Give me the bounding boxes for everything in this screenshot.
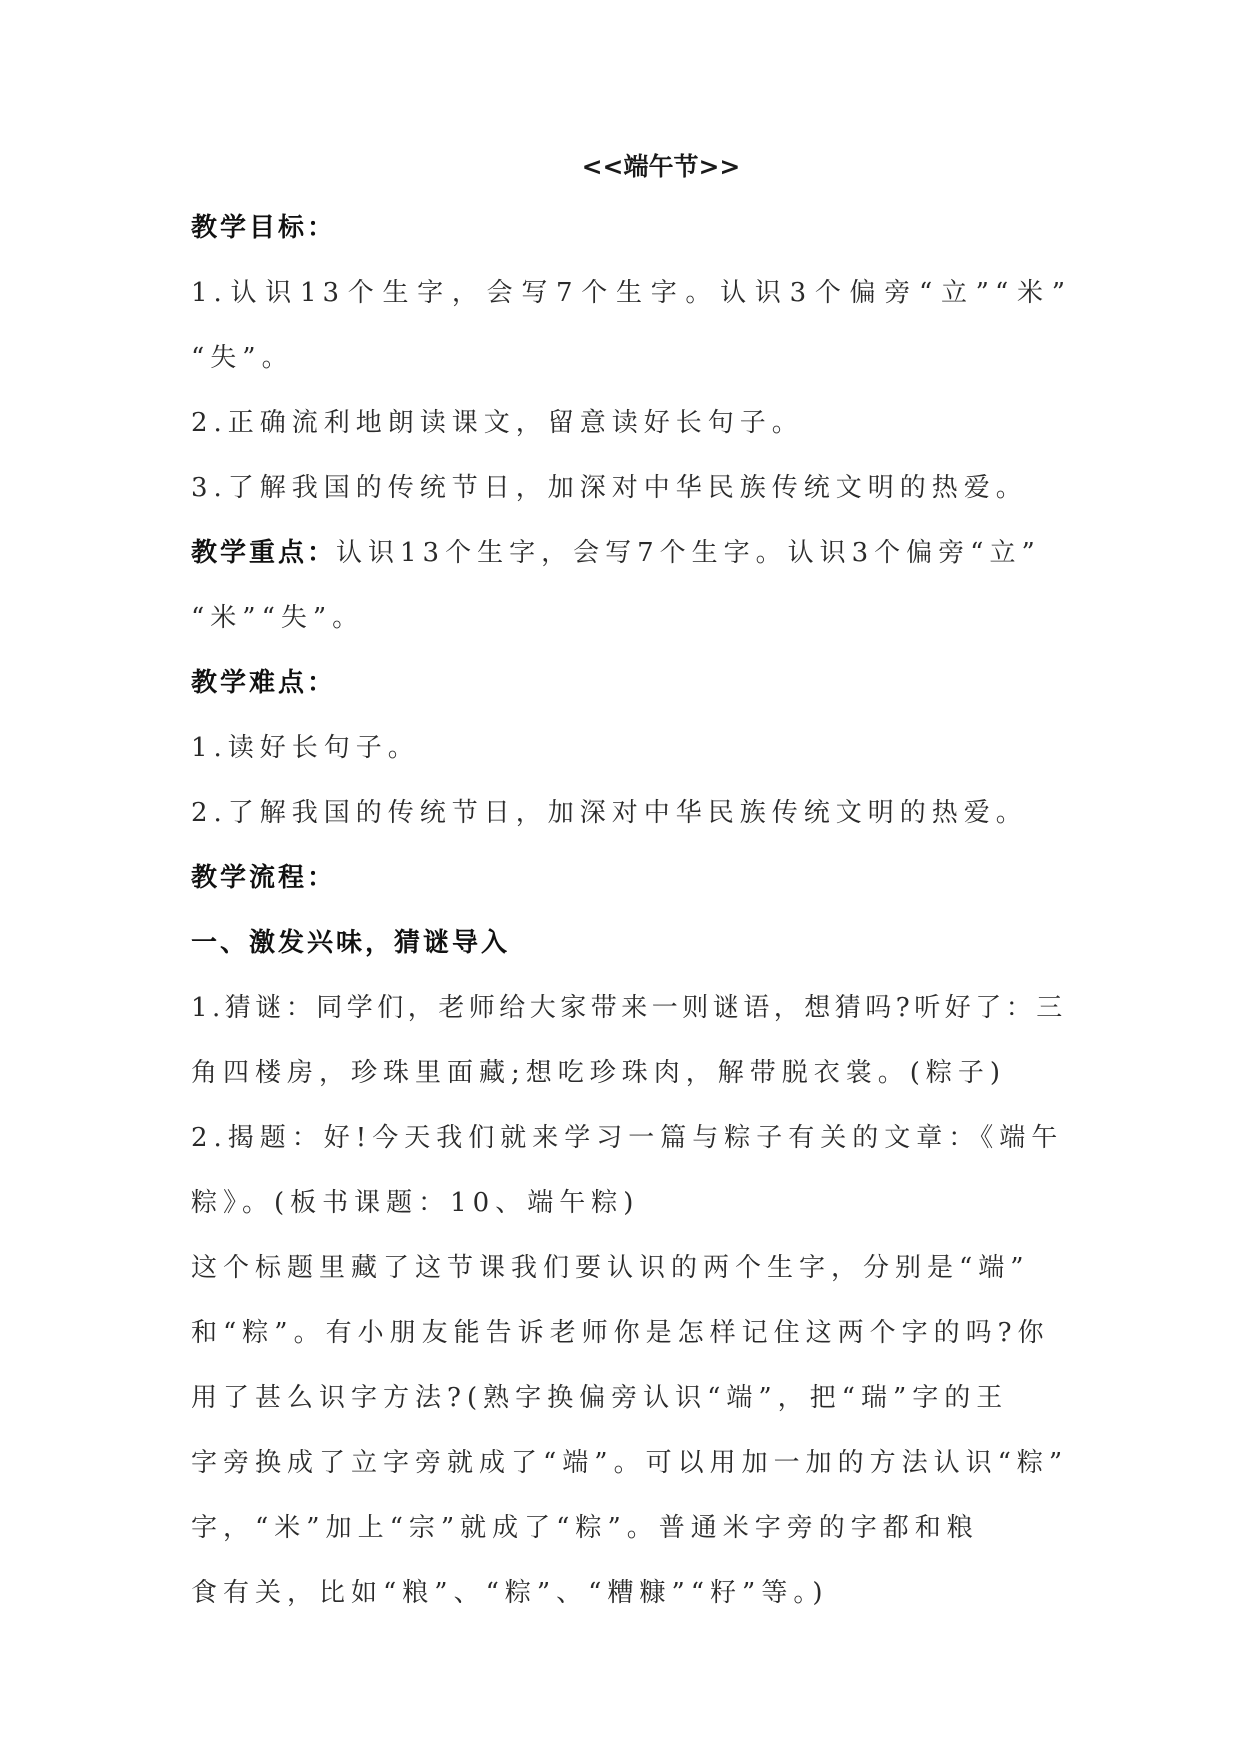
section1-line-3: 2.揭题：好!今天我们就来学习一篇与粽子有关的文章：《端午 [191, 1123, 1064, 1153]
section1-line-8: 字旁换成了立字旁就成了“端”。可以用加一加的方法认识“粽” [191, 1448, 1069, 1478]
key-points-line-2: “米”“失”。 [191, 603, 365, 633]
document-page [191, 138, 1071, 1626]
document-title: <<端午节>> [581, 152, 741, 181]
section1-line-1: 1.猜谜：同学们，老师给大家带来一则谜语，想猜吗?听好了：三 [191, 993, 1067, 1023]
section1-heading: 一、激发兴味，猜谜导入 [191, 928, 511, 958]
objectives-heading: 教学目标： [191, 213, 337, 243]
objective-text-1: 1.认识13个生字，会写7个生字。认识3个偏旁“立”“米” [191, 278, 1071, 308]
objective-line-1 [191, 261, 1071, 326]
section1-line-5: 这个标题里藏了这节课我们要认识的两个生字，分别是“端” [191, 1253, 1030, 1283]
difficulties-heading: 教学难点： [191, 668, 337, 698]
objective-line-2: “失”。 [191, 343, 294, 373]
key-points-label: 教学重点： [191, 538, 337, 568]
objective-line-3: 2.正确流利地朗读课文，留意读好长句子。 [191, 408, 804, 438]
objective-line-4: 3.了解我国的传统节日，加深对中华民族传统文明的热爱。 [191, 473, 1028, 503]
key-points-line [191, 521, 1071, 586]
section1-line-4: 粽》。(板书课题：10、端午粽) [191, 1188, 640, 1218]
section1-line-10: 食有关，比如“粮”、“粽”、“糟糠”“籽”等。) [191, 1578, 829, 1608]
key-points-text: 认识13个生字，会写7个生字。认识3个偏旁“立” [336, 538, 1041, 568]
section1-line-9: 字，“米”加上“宗”就成了“粽”。普通米字旁的字都和粮 [191, 1513, 979, 1543]
section1-line-6: 和“粽”。有小朋友能告诉老师你是怎样记住这两个字的吗?你 [191, 1318, 1050, 1348]
section1-line-7: 用了甚么识字方法?(熟字换偏旁认识“端”，把“瑞”字的王 [191, 1383, 1009, 1413]
difficulty-line-1: 1.读好长句子。 [191, 733, 420, 763]
section1-line-2: 角四楼房，珍珠里面藏;想吃珍珠肉，解带脱衣裳。(粽子) [191, 1058, 1007, 1088]
difficulty-line-2: 2.了解我国的传统节日，加深对中华民族传统文明的热爱。 [191, 798, 1028, 828]
process-heading: 教学流程： [191, 863, 337, 893]
